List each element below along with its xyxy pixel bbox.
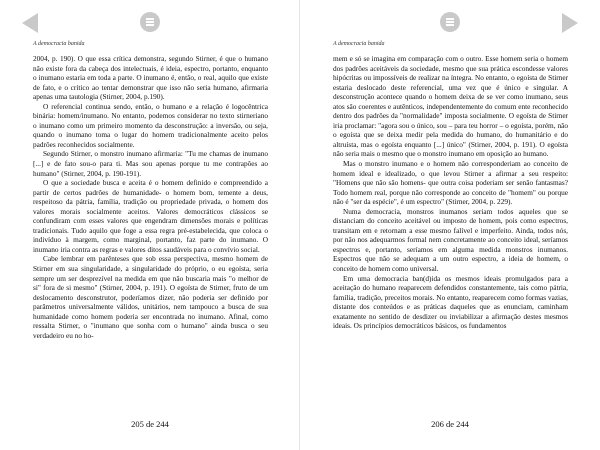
paragraph: O referencial continua sendo, então, o humano e a relação é logocêntrica binária: homem/inumano. No entanto, podemos considerar no texto stirneriano o inumano como um primeiro momento da desconstrução: a inversão, ou seja, quando o inumano toma o lugar do homem tradicionalmente aceito pelos padrões reconhecidos socialmente. [33, 101, 268, 149]
running-head-left: A democracia banida [33, 41, 85, 47]
paragraph: Numa democracia, monstros inumanos seriam todos aqueles que se distanciam do conceito aceitável ou imposto de homem, pois como espectros, transitam em e retornam a esse mesmo falível e imperfeito. Ainda, todos nós, por não nos adequarmos formal nem concretamente ao conceito ideal, seríamos espectros e, portanto, seríamos em alguma medida monstros inumanos. Espectros que não se adequam a um outro espectro, a ideia de homem, o conceito de homem como universal. [333, 206, 568, 274]
right-page [300, 0, 600, 450]
right-page-text [333, 54, 568, 331]
paragraph: mem e só se imagina em comparação com o outro. Esse homem seria o homem dos padrões aceitáveis da sociedade, mesmo que sua prática escondesse valores hipócritas ou impossíveis de realizar na íntegra. No entanto, o egoísta de Stirner estaria deslocado deste referencial, uma vez que é único e singular. A desconstrução acontece quando o homem deixa de se ver como inumano, seus atos são coerentes e autênticos, independentemente do comum ente reconhecido dentro dos padrões da "normalidade" imposta socialmente. O egoísta de Stirner iria proclamar: "agora sou o único, sou – para teu horror – o egoísta, porém, não o egoísta que se deixa medir pela medida do humano, do humanitário e do altruísta, mas o egoísta enquanto [...] único" (Stirner, 2004, p. 191). O egoísta não seria mais o mesmo que o monstro inumano em oposição ao humano. [333, 54, 568, 159]
paragraph: Em uma democracia ban(d)ida os mesmos ideais promulgados para a aceitação do humano reaparecem defendidos constantemente, tais como pátria, família, tradição, preceitos morais. No entanto, reaparecem como formas vazias, distante dos conteúdos e as práticas daqueles que as enunciam, caminham exatamente no sentido de desdizer ou inviabilizar a afirmação destes mesmos ideais. Os princípios democráticos básicos, os fundamentos [333, 273, 568, 331]
paragraph: O que a sociedade busca e aceita é o homem definido e compreendido a partir de certos padrões de humanidade- o homem bom, temente a deus, respeitoso da pátria, família, tradição ou propriedade privada, o homem dos valores morais socialmente aceitos. Valores democráticos clássicos se confundiram com esses valores que engendram dimensões morais e políticas tradicionais. Tudo aquilo que foge a essa regra pré-estabelecida, que coloca o indivíduo à margem, como marginal, portanto, faz parte do inumano. O inumano iria contra as regras e valores ditos saudáveis para o convívio social. [33, 178, 268, 254]
paragraph: Segundo Stirner, o monstro inumano afirmaria: "Tu me chamas de inumano [...] e de fato sou-o para ti. Mas sou apenas porque tu me contrapões ao humano" (Stirner, 2004, p. 190-191). [33, 149, 268, 178]
menu-icon[interactable] [440, 12, 460, 32]
menu-icon[interactable] [140, 12, 160, 32]
paragraph: Mas o monstro inumano e o homem não corresponderiam ao conceito de homem ideal e idealizado, o que levou Stirner a afirmar a seu respeito: "Homens que não são homens- que outra coisa poderiam ser senão fantasmas? Todo homem real, porque não corresponde ao conceito de "homem" ou porque não é "ser da espécie", é um espectro" (Stirner, 2004, p. 229). [333, 159, 568, 207]
next-page-icon[interactable] [562, 13, 578, 33]
running-head-right: A democracia banida [333, 41, 385, 47]
left-page-text [33, 54, 268, 340]
page-number-left: 205 de 244 [131, 419, 169, 429]
paragraph: 2004, p. 190). O que essa crítica demonstra, segundo Stirner, é que o humano não existe fora da cabeça dos intelectuais, é ideia, espectro, portanto, enquanto o inumano estaria em toda a parte. O inumano é, então, o real, aquilo que existe de fato, e o crítico ao tentar demonstrar que isso não seria humano, afirmaria apenas uma tautologia (Stirner, 2004, p.190). [33, 54, 268, 102]
paragraph: Cabe lembrar em parênteses que sob essa perspectiva, mesmo homem de Stirner em sua singularidade, a singularidade do próprio, o eu egoísta, seria sempre um ser desprezível na medida em que não buscaria mais "o melhor de si" fora de si mesmo" (Stirner, 2004, p. 191). O egoísta de Stirner, fruto de um deslocamento desconstrutor, poderíamos dizer, não poderia ser definido por parâmetros universalmente válidos, unitários, nem tampouco a busca de sua humanidade como homem poderia ser encontrada no inumano. Afinal, como ressalta Stirner, o "inumano que sonha com o humano" ainda busca o seu verdadeiro eu no ho- [33, 254, 268, 340]
previous-page-icon[interactable] [22, 13, 38, 33]
page-number-right: 206 de 244 [431, 419, 469, 429]
